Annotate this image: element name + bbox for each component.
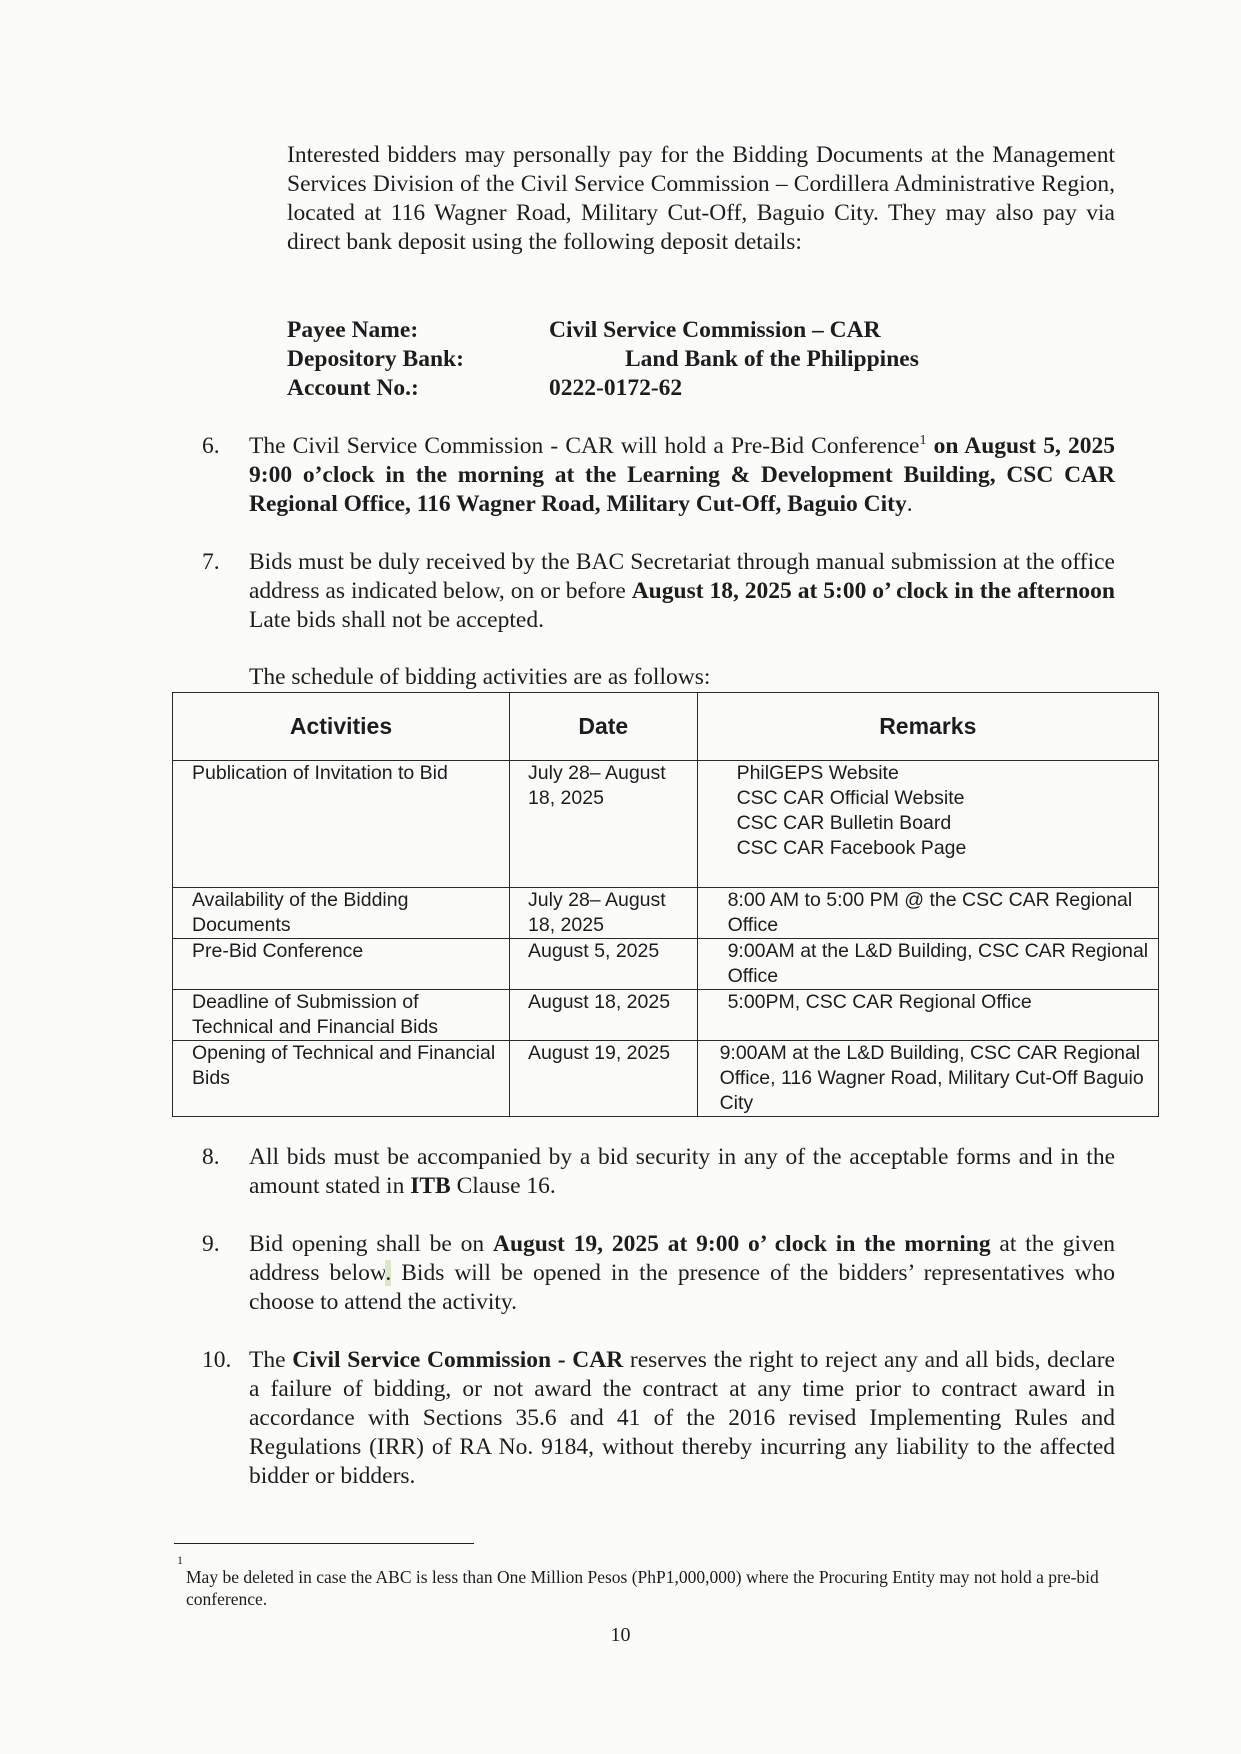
remark-cell: 9:00AM at the L&D Building, CSC CAR Regional Office, 116 Wagner Road, Military Cut-Off Baguio City <box>719 1042 1144 1114</box>
footnote-text: May be deleted in case the ABC is less than One Million Pesos (PhP1,000,000) where the Procuring Entity may not hold a pre-bid conference. <box>186 1567 1099 1609</box>
depository-bank-label: Depository Bank: <box>287 346 464 372</box>
depository-bank-value: Land Bank of the Philippines <box>625 346 919 372</box>
schedule-intro: The schedule of bidding activities are as follows: <box>249 664 711 690</box>
item-6-number: 6. <box>202 433 220 459</box>
date-cell: July 28– August 18, 2025 <box>528 889 666 936</box>
table-row <box>173 939 1159 990</box>
item-7-paragraph: Bids must be duly received by the BAC Secretariat through manual submission at the office address as indicated below, on or before August 18, 2025 at 5:00 o’ clock in the afternoon Late bids shall not be accepted. <box>249 549 1115 633</box>
item-9-number: 9. <box>202 1231 220 1257</box>
item-6-paragraph: The Civil Service Commission - CAR will hold a Pre-Bid Conference$^1$ on August 5, 2025 9:00 o’clock in the morning at the Learning & Development Building, CSC CAR Regional Office, 116 Wagner Road, Military Cut-Off, Baguio City. <box>249 433 1115 517</box>
account-no-value: 0222-0172-62 <box>549 375 683 401</box>
date-cell: August 18, 2025 <box>528 991 671 1013</box>
header-date: Date <box>510 693 698 761</box>
account-no-label: Account No.: <box>287 375 419 401</box>
activity-cell: Deadline of Submission of Technical and Financial Bids <box>192 991 439 1038</box>
activity-cell: Opening of Technical and Financial Bids <box>192 1042 496 1089</box>
deposit-details <box>287 316 987 403</box>
remark-cell: 8:00 AM to 5:00 PM @ the CSC CAR Regional Office <box>727 889 1133 936</box>
activity-cell: Publication of Invitation to Bid <box>192 762 448 784</box>
footnote: 1 May be deleted in case the ABC is less than One Million Pesos (PhP1,000,000) where the Procuring Entity may not hold a pre-bid conference. <box>177 1566 1115 1610</box>
item-8-number: 8. <box>202 1144 220 1170</box>
table-header-row <box>173 693 1159 761</box>
item-7-number: 7. <box>202 549 220 575</box>
remark-line: CSC CAR Official Website <box>736 787 965 809</box>
remark-line: CSC CAR Facebook Page <box>736 837 967 859</box>
header-remarks: Remarks <box>697 693 1158 761</box>
item-10-paragraph: The Civil Service Commission - CAR reserves the right to reject any and all bids, declare a failure of bidding, or not award the contract at any time prior to contract award in accordance with Sections 35.6 and 41 of the 2016 revised Implementing Rules and Regulations (IRR) of RA No. 9184, without thereby incurring any liability to the affected bidder or bidders. <box>249 1347 1115 1489</box>
page-number: 10 <box>610 1624 631 1646</box>
table-row <box>173 761 1159 888</box>
remark-cell: 9:00AM at the L&D Building, CSC CAR Regional Office <box>727 940 1149 987</box>
footnote-divider <box>174 1543 474 1544</box>
header-activities: Activities <box>173 693 510 761</box>
item-9-paragraph: Bid opening shall be on August 19, 2025 at 9:00 o’ clock in the morning at the given address below. Bids will be opened in the presence of the bidders’ representatives who choose to attend the activity. <box>249 1231 1115 1315</box>
table-row <box>173 1041 1159 1117</box>
payee-name-label: Payee Name: <box>287 317 419 343</box>
activity-cell: Pre-Bid Conference <box>192 940 364 962</box>
date-cell: July 28– August 18, 2025 <box>528 762 666 809</box>
payee-name-value: Civil Service Commission – CAR <box>549 317 881 343</box>
remark-line: PhilGEPS Website <box>736 762 899 784</box>
table-row <box>173 888 1159 939</box>
item-10-number: 10. <box>202 1347 232 1373</box>
item-8-paragraph: All bids must be accompanied by a bid security in any of the acceptable forms and in the amount stated in ITB Clause 16. <box>249 1144 1115 1199</box>
intro-paragraph: Interested bidders may personally pay for the Bidding Documents at the Management Services Division of the Civil Service Commission – Cordillera Administrative Region, located at 116 Wagner Road, Military Cut-Off, Baguio City. They may also pay via direct bank deposit using the following deposit details: <box>287 142 1115 255</box>
activity-cell: Availability of the Bidding Documents <box>192 889 409 936</box>
date-cell: August 5, 2025 <box>528 940 660 962</box>
schedule-table <box>172 692 1159 1117</box>
table-row <box>173 990 1159 1041</box>
remark-line: CSC CAR Bulletin Board <box>736 812 952 834</box>
footnote-ref[interactable]: 1 <box>919 433 927 449</box>
date-cell: August 19, 2025 <box>528 1042 671 1064</box>
remark-cell: 5:00PM, CSC CAR Regional Office <box>727 991 1032 1013</box>
